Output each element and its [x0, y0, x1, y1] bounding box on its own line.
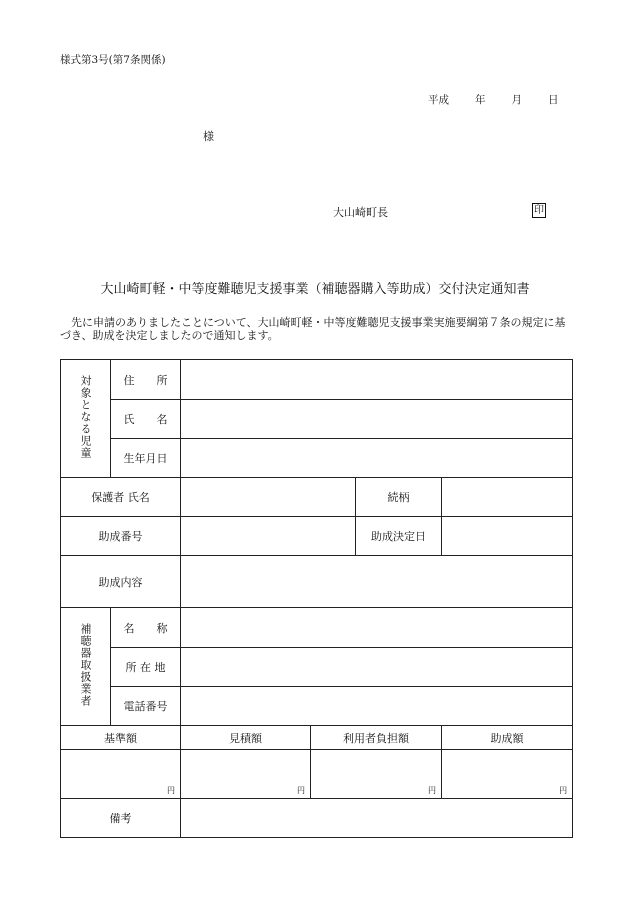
dealer-phone-field[interactable]	[181, 687, 573, 726]
document-title: 大山崎町軽・中等度難聴児支援事業（補聴器購入等助成）交付決定通知書	[100, 282, 530, 297]
child-address-label: 住 所	[111, 360, 181, 400]
grant-number-label: 助成番号	[61, 517, 181, 556]
remarks-field[interactable]	[181, 799, 573, 838]
date-year: 年	[475, 94, 486, 106]
child-group-label: 対象となる児童	[61, 360, 111, 478]
issuer-name: 大山崎町長	[333, 206, 388, 219]
dealer-phone-label: 電話番号	[111, 687, 181, 726]
child-address-field[interactable]	[181, 360, 573, 400]
yen-unit: 円	[559, 786, 568, 795]
subsidy-field[interactable]	[442, 750, 573, 799]
grant-content-field[interactable]	[181, 556, 573, 608]
date-day: 日	[548, 94, 559, 106]
remarks-label: 備考	[61, 799, 181, 838]
relation-field[interactable]	[442, 478, 573, 517]
user-burden-field[interactable]	[311, 750, 442, 799]
date-era: 平成	[428, 94, 449, 106]
body-text: 先に申請のありましたことについて、大山崎町軽・中等度難聴児支援事業実施要綱第７条の規定に基づき、助成を決定しましたので通知します。	[60, 316, 566, 342]
child-name-label: 氏 名	[111, 400, 181, 439]
yen-unit: 円	[297, 786, 305, 795]
decision-date-label: 助成決定日	[356, 517, 442, 556]
date-month: 月	[511, 94, 522, 106]
dealer-location-label: 所 在 地	[111, 648, 181, 687]
subsidy-label: 助成額	[442, 726, 573, 750]
dealer-location-field[interactable]	[181, 648, 573, 687]
child-birth-field[interactable]	[181, 439, 573, 478]
seal-mark: 印	[534, 205, 544, 216]
decision-date-field[interactable]	[442, 517, 573, 556]
base-amount-field[interactable]	[61, 750, 181, 799]
relation-label: 続柄	[356, 478, 442, 517]
yen-unit: 円	[428, 786, 436, 795]
dealer-name-label: 名 称	[111, 608, 181, 648]
dealer-name-field[interactable]	[181, 608, 573, 648]
form-number: 様式第3号(第7条関係)	[60, 54, 166, 66]
grant-content-label: 助成内容	[61, 556, 181, 608]
estimate-label: 見積額	[181, 726, 311, 750]
form-table	[60, 359, 573, 838]
yen-unit: 円	[167, 786, 175, 795]
child-birth-label: 生年月日	[111, 439, 181, 478]
base-amount-label: 基準額	[61, 726, 181, 750]
user-burden-label: 利用者負担額	[311, 726, 442, 750]
grant-number-field[interactable]	[181, 517, 356, 556]
addressee-suffix: 様	[203, 130, 214, 143]
guardian-name-label: 保護者 氏名	[61, 478, 181, 517]
dealer-group-label: 補聴器取扱業者	[61, 608, 111, 726]
guardian-name-field[interactable]	[181, 478, 356, 517]
estimate-field[interactable]	[181, 750, 311, 799]
date-line	[428, 92, 559, 107]
child-name-field[interactable]	[181, 400, 573, 439]
